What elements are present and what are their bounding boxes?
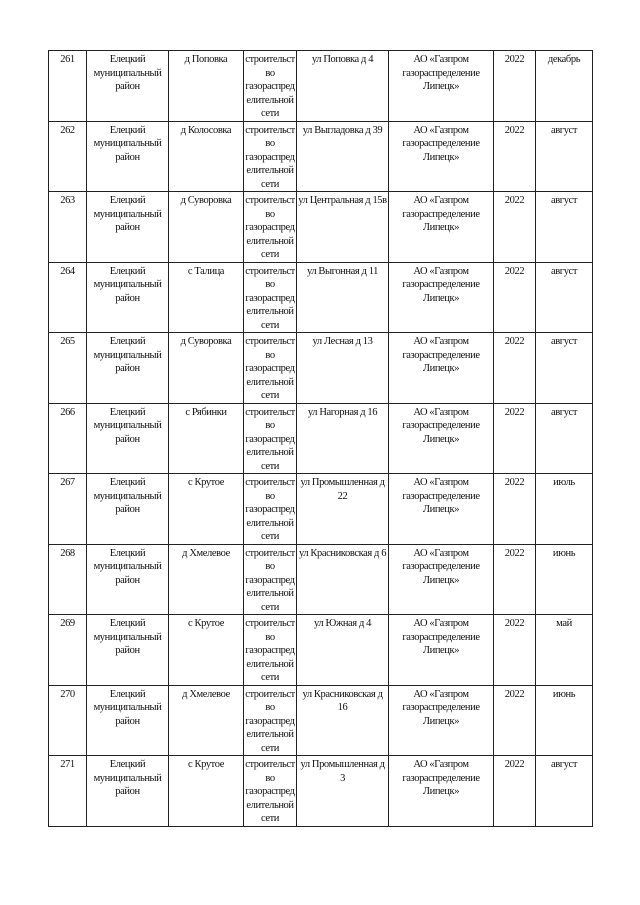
month-cell: июнь <box>536 685 593 756</box>
organization-cell: АО «Газпром газораспределение Липецк» <box>389 615 494 686</box>
table-row <box>49 474 593 545</box>
address-cell: ул Поповка д 4 <box>297 51 389 122</box>
month-cell: май <box>536 615 593 686</box>
year-cell: 2022 <box>494 615 536 686</box>
work-type-cell: строительство газораспределительной сети <box>244 756 297 827</box>
month-cell: июль <box>536 474 593 545</box>
address-cell: ул Промышленная д 3 <box>297 756 389 827</box>
district-cell: Елецкий муниципальный район <box>87 474 169 545</box>
row-number-cell: 267 <box>49 474 87 545</box>
district-cell: Елецкий муниципальный район <box>87 685 169 756</box>
address-cell: ул Нагорная д 16 <box>297 403 389 474</box>
table-row <box>49 121 593 192</box>
settlement-cell: с Крутое <box>169 615 244 686</box>
settlement-cell: с Крутое <box>169 756 244 827</box>
row-number-cell: 268 <box>49 544 87 615</box>
month-cell: август <box>536 262 593 333</box>
address-cell: ул Лесная д 13 <box>297 333 389 404</box>
gas-network-table <box>48 50 593 827</box>
work-type-cell: строительство газораспределительной сети <box>244 192 297 263</box>
settlement-cell: д Колосовка <box>169 121 244 192</box>
district-cell: Елецкий муниципальный район <box>87 333 169 404</box>
settlement-cell: д Хмелевое <box>169 544 244 615</box>
district-cell: Елецкий муниципальный район <box>87 51 169 122</box>
settlement-cell: с Крутое <box>169 474 244 545</box>
row-number-cell: 269 <box>49 615 87 686</box>
year-cell: 2022 <box>494 51 536 122</box>
organization-cell: АО «Газпром газораспределение Липецк» <box>389 192 494 263</box>
row-number-cell: 265 <box>49 333 87 404</box>
year-cell: 2022 <box>494 685 536 756</box>
table-row <box>49 544 593 615</box>
organization-cell: АО «Газпром газораспределение Липецк» <box>389 51 494 122</box>
year-cell: 2022 <box>494 121 536 192</box>
work-type-cell: строительство газораспределительной сети <box>244 474 297 545</box>
table-row <box>49 403 593 474</box>
work-type-cell: строительство газораспределительной сети <box>244 403 297 474</box>
address-cell: ул Красниковская д 6 <box>297 544 389 615</box>
address-cell: ул Промышленная д 22 <box>297 474 389 545</box>
work-type-cell: строительство газораспределительной сети <box>244 121 297 192</box>
address-cell: ул Красниковская д 16 <box>297 685 389 756</box>
month-cell: август <box>536 403 593 474</box>
work-type-cell: строительство газораспределительной сети <box>244 544 297 615</box>
row-number-cell: 270 <box>49 685 87 756</box>
address-cell: ул Выгонная д 11 <box>297 262 389 333</box>
year-cell: 2022 <box>494 333 536 404</box>
row-number-cell: 263 <box>49 192 87 263</box>
row-number-cell: 266 <box>49 403 87 474</box>
district-cell: Елецкий муниципальный район <box>87 121 169 192</box>
organization-cell: АО «Газпром газораспределение Липецк» <box>389 403 494 474</box>
organization-cell: АО «Газпром газораспределение Липецк» <box>389 121 494 192</box>
table-body <box>49 51 593 827</box>
month-cell: декабрь <box>536 51 593 122</box>
table-row <box>49 685 593 756</box>
work-type-cell: строительство газораспределительной сети <box>244 262 297 333</box>
address-cell: ул Южная д 4 <box>297 615 389 686</box>
row-number-cell: 271 <box>49 756 87 827</box>
row-number-cell: 261 <box>49 51 87 122</box>
table-row <box>49 262 593 333</box>
district-cell: Елецкий муниципальный район <box>87 544 169 615</box>
table-row <box>49 51 593 122</box>
address-cell: ул Центральная д 15в <box>297 192 389 263</box>
district-cell: Елецкий муниципальный район <box>87 615 169 686</box>
table-row <box>49 192 593 263</box>
settlement-cell: д Хмелевое <box>169 685 244 756</box>
organization-cell: АО «Газпром газораспределение Липецк» <box>389 544 494 615</box>
settlement-cell: д Поповка <box>169 51 244 122</box>
district-cell: Елецкий муниципальный район <box>87 192 169 263</box>
month-cell: июнь <box>536 544 593 615</box>
organization-cell: АО «Газпром газораспределение Липецк» <box>389 756 494 827</box>
month-cell: август <box>536 333 593 404</box>
organization-cell: АО «Газпром газораспределение Липецк» <box>389 333 494 404</box>
year-cell: 2022 <box>494 474 536 545</box>
settlement-cell: д Суворовка <box>169 192 244 263</box>
year-cell: 2022 <box>494 262 536 333</box>
district-cell: Елецкий муниципальный район <box>87 403 169 474</box>
year-cell: 2022 <box>494 192 536 263</box>
row-number-cell: 264 <box>49 262 87 333</box>
address-cell: ул Выгладовка д 39 <box>297 121 389 192</box>
settlement-cell: д Суворовка <box>169 333 244 404</box>
organization-cell: АО «Газпром газораспределение Липецк» <box>389 685 494 756</box>
district-cell: Елецкий муниципальный район <box>87 756 169 827</box>
document-page <box>48 50 592 827</box>
district-cell: Елецкий муниципальный район <box>87 262 169 333</box>
work-type-cell: строительство газораспределительной сети <box>244 51 297 122</box>
organization-cell: АО «Газпром газораспределение Липецк» <box>389 474 494 545</box>
work-type-cell: строительство газораспределительной сети <box>244 333 297 404</box>
work-type-cell: строительство газораспределительной сети <box>244 615 297 686</box>
year-cell: 2022 <box>494 403 536 474</box>
year-cell: 2022 <box>494 756 536 827</box>
month-cell: август <box>536 192 593 263</box>
row-number-cell: 262 <box>49 121 87 192</box>
table-row <box>49 333 593 404</box>
work-type-cell: строительство газораспределительной сети <box>244 685 297 756</box>
table-row <box>49 615 593 686</box>
month-cell: август <box>536 756 593 827</box>
settlement-cell: с Рябинки <box>169 403 244 474</box>
month-cell: август <box>536 121 593 192</box>
table-row <box>49 756 593 827</box>
organization-cell: АО «Газпром газораспределение Липецк» <box>389 262 494 333</box>
year-cell: 2022 <box>494 544 536 615</box>
settlement-cell: с Талица <box>169 262 244 333</box>
